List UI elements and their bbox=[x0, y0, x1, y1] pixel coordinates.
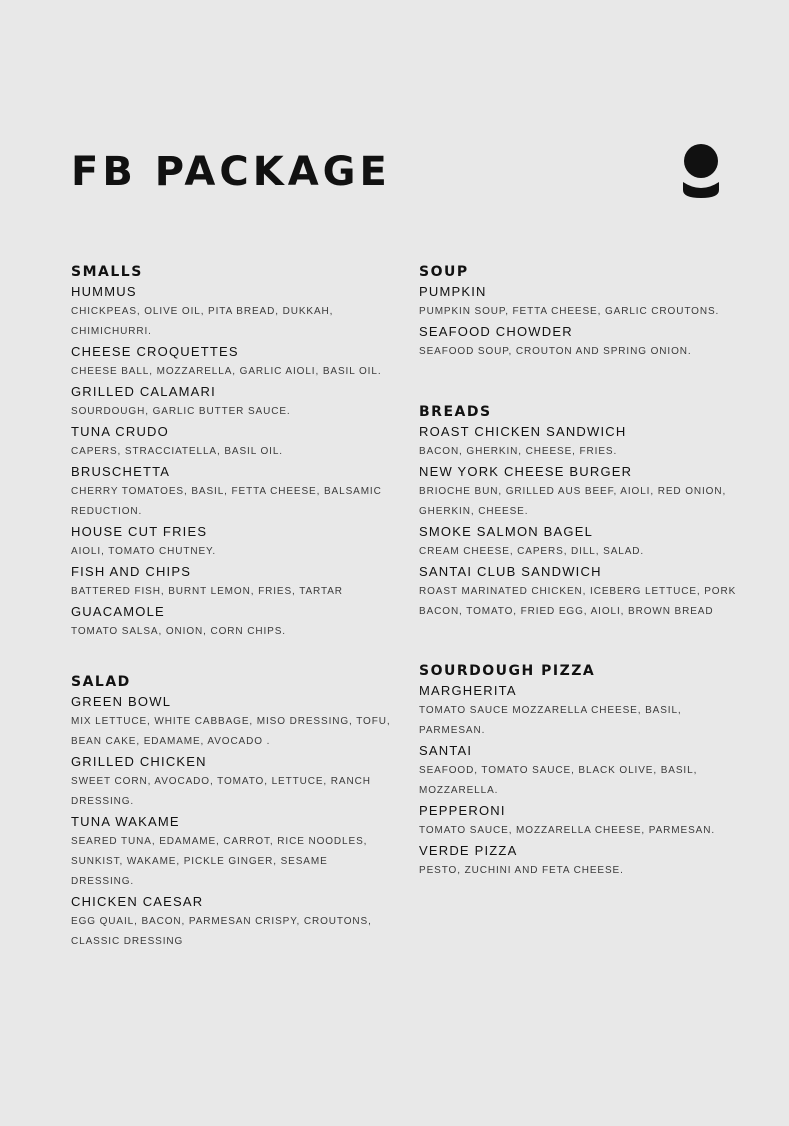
item-name: VERDE PIZZA bbox=[419, 843, 518, 858]
section-heading: SOUP bbox=[419, 264, 469, 280]
menu-item bbox=[71, 812, 393, 892]
item-description: TOMATO SALSA, ONION, CORN CHIPS. bbox=[71, 626, 286, 637]
menu-item bbox=[71, 562, 401, 602]
item-name: NEW YORK CHEESE BURGER bbox=[419, 464, 633, 479]
menu-item bbox=[71, 522, 401, 562]
menu-item bbox=[419, 841, 719, 881]
item-description: SWEET CORN, AVOCADO, TOMATO, LETTUCE, RANCH DRESSING. bbox=[71, 776, 371, 807]
item-description: PESTO, ZUCHINI AND FETA CHEESE. bbox=[419, 865, 624, 876]
item-name: SANTAI CLUB SANDWICH bbox=[419, 564, 602, 579]
item-description: BRIOCHE BUN, GRILLED AUS BEEF, AIOLI, RED ONION, GHERKIN, CHEESE. bbox=[419, 486, 727, 517]
item-name: SANTAI bbox=[419, 743, 473, 758]
item-name: PUMPKIN bbox=[419, 284, 487, 299]
item-description: AIOLI, TOMATO CHUTNEY. bbox=[71, 546, 217, 557]
item-description: EGG QUAIL, BACON, PARMESAN CRISPY, CROUTONS, CLASSIC DRESSING bbox=[71, 916, 372, 947]
section-breads bbox=[419, 402, 749, 622]
menu-item bbox=[71, 282, 401, 342]
menu-item bbox=[71, 692, 393, 752]
menu-item bbox=[419, 562, 749, 622]
item-description: CAPERS, STRACCIATELLA, BASIL OIL. bbox=[71, 446, 283, 457]
item-description: BATTERED FISH, BURNT LEMON, FRIES, TARTAR bbox=[71, 586, 343, 597]
menu-item bbox=[419, 681, 719, 741]
menu-item bbox=[419, 522, 749, 562]
item-name: FISH AND CHIPS bbox=[71, 564, 192, 579]
menu-item bbox=[419, 322, 749, 362]
item-description: ROAST MARINATED CHICKEN, ICEBERG LETTUCE, PORK BACON, TOMATO, FRIED EGG, AIOLI, BROWN BREAD bbox=[419, 586, 737, 617]
item-description: BACON, GHERKIN, CHEESE, FRIES. bbox=[419, 446, 618, 457]
item-name: HUMMUS bbox=[71, 284, 137, 299]
section-smalls bbox=[71, 262, 401, 642]
item-name: TUNA WAKAME bbox=[71, 814, 180, 829]
item-description: CHICKPEAS, OLIVE OIL, PITA BREAD, DUKKAH, CHIMICHURRI. bbox=[71, 306, 334, 337]
spoon-logo-icon bbox=[682, 144, 720, 200]
section-soup bbox=[419, 262, 749, 362]
item-description: TOMATO SAUCE MOZZARELLA CHEESE, BASIL, PARMESAN. bbox=[419, 705, 682, 736]
item-name: SEAFOOD CHOWDER bbox=[419, 324, 573, 339]
item-description: SOURDOUGH, GARLIC BUTTER SAUCE. bbox=[71, 406, 291, 417]
page-title: FB PACKAGE bbox=[71, 149, 391, 195]
menu-item bbox=[419, 741, 719, 801]
item-name: SMOKE SALMON BAGEL bbox=[419, 524, 594, 539]
menu-item bbox=[71, 342, 401, 382]
item-description: SEAFOOD, TOMATO SAUCE, BLACK OLIVE, BASIL, MOZZARELLA. bbox=[419, 765, 698, 796]
menu-item bbox=[71, 602, 401, 642]
menu-item bbox=[419, 422, 749, 462]
item-name: ROAST CHICKEN SANDWICH bbox=[419, 424, 627, 439]
item-name: BRUSCHETTA bbox=[71, 464, 171, 479]
section-salad bbox=[71, 672, 393, 952]
menu-item bbox=[71, 382, 401, 422]
menu-item bbox=[419, 462, 749, 522]
item-description: CHEESE BALL, MOZZARELLA, GARLIC AIOLI, BASIL OIL. bbox=[71, 366, 382, 377]
item-name: GREEN BOWL bbox=[71, 694, 172, 709]
item-name: GRILLED CALAMARI bbox=[71, 384, 216, 399]
item-name: TUNA CRUDO bbox=[71, 424, 169, 439]
menu-item bbox=[71, 462, 401, 522]
item-name: GRILLED CHICKEN bbox=[71, 754, 207, 769]
menu-item bbox=[71, 892, 393, 952]
item-description: CHERRY TOMATOES, BASIL, FETTA CHEESE, BALSAMIC REDUCTION. bbox=[71, 486, 382, 517]
item-description: PUMPKIN SOUP, FETTA CHEESE, GARLIC CROUTONS. bbox=[419, 306, 720, 317]
menu-item bbox=[71, 422, 401, 462]
menu-item bbox=[71, 752, 393, 812]
section-heading: SOURDOUGH PIZZA bbox=[419, 663, 596, 679]
section-heading: SMALLS bbox=[71, 264, 143, 280]
item-name: GUACAMOLE bbox=[71, 604, 165, 619]
item-name: CHICKEN CAESAR bbox=[71, 894, 204, 909]
item-name: MARGHERITA bbox=[419, 683, 517, 698]
item-description: MIX LETTUCE, WHITE CABBAGE, MISO DRESSING, TOFU, BEAN CAKE, EDAMAME, AVOCADO . bbox=[71, 716, 391, 747]
item-description: TOMATO SAUCE, MOZZARELLA CHEESE, PARMESAN. bbox=[419, 825, 716, 836]
menu-item bbox=[419, 801, 719, 841]
section-heading: SALAD bbox=[71, 674, 131, 690]
item-name: PEPPERONI bbox=[419, 803, 506, 818]
item-description: SEARED TUNA, EDAMAME, CARROT, RICE NOODLES, SUNKIST, WAKAME, PICKLE GINGER, SESAME DRESSING. bbox=[71, 836, 368, 887]
item-description: CREAM CHEESE, CAPERS, DILL, SALAD. bbox=[419, 546, 645, 557]
menu-item bbox=[419, 282, 749, 322]
item-name: CHEESE CROQUETTES bbox=[71, 344, 239, 359]
item-description: SEAFOOD SOUP, CROUTON AND SPRING ONION. bbox=[419, 346, 692, 357]
item-name: HOUSE CUT FRIES bbox=[71, 524, 208, 539]
section-heading: BREADS bbox=[419, 404, 492, 420]
section-sourdough-pizza bbox=[419, 661, 719, 881]
